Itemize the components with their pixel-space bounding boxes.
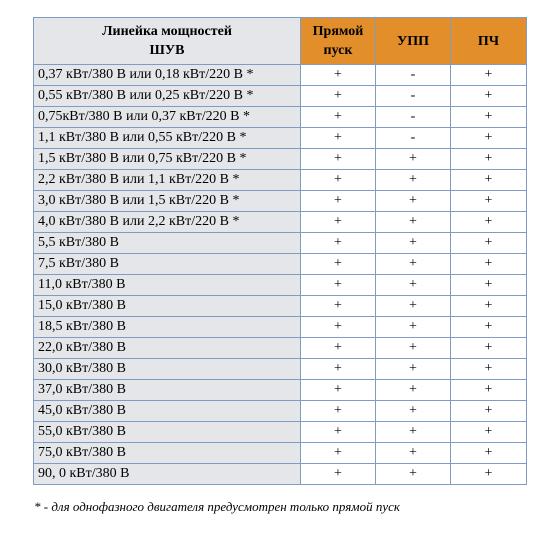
row-mark-cell: + — [376, 254, 451, 275]
row-mark-cell: + — [301, 191, 376, 212]
row-mark-cell: + — [376, 170, 451, 191]
table-row — [34, 338, 527, 359]
table-row — [34, 296, 527, 317]
row-mark-cell: + — [301, 401, 376, 422]
row-mark-cell: + — [376, 380, 451, 401]
row-mark-cell: + — [301, 422, 376, 443]
row-mark-cell: + — [451, 149, 527, 170]
row-mark-cell: + — [451, 464, 527, 485]
row-mark-cell: + — [451, 233, 527, 254]
row-mark-cell: + — [451, 275, 527, 296]
table-row — [34, 422, 527, 443]
row-mark-cell: + — [301, 65, 376, 86]
row-mark-cell: + — [451, 338, 527, 359]
table-row — [34, 464, 527, 485]
power-lineup-table — [33, 17, 527, 485]
row-mark-cell: + — [301, 149, 376, 170]
row-mark-cell: + — [301, 254, 376, 275]
row-mark-cell: + — [376, 422, 451, 443]
row-power-label: 3,0 кВт/380 В или 1,5 кВт/220 В * — [34, 191, 301, 212]
table-row — [34, 170, 527, 191]
row-mark-cell: + — [376, 359, 451, 380]
row-mark-cell: + — [376, 296, 451, 317]
row-power-label: 11,0 кВт/380 В — [34, 275, 301, 296]
table-row — [34, 128, 527, 149]
table-row — [34, 317, 527, 338]
footnote: * - для однофазного двигателя предусмотрен только прямой пуск — [34, 499, 400, 514]
header-direct-start: Прямой пуск — [301, 18, 376, 65]
row-mark-cell: - — [376, 128, 451, 149]
row-mark-cell: + — [451, 128, 527, 149]
row-mark-cell: + — [301, 107, 376, 128]
row-power-label: 2,2 кВт/380 В или 1,1 кВт/220 В * — [34, 170, 301, 191]
row-mark-cell: + — [451, 422, 527, 443]
table-row — [34, 254, 527, 275]
row-power-label: 75,0 кВт/380 В — [34, 443, 301, 464]
table-row — [34, 359, 527, 380]
row-power-label: 0,75кВт/380 В или 0,37 кВт/220 В * — [34, 107, 301, 128]
row-mark-cell: + — [301, 443, 376, 464]
row-power-label: 15,0 кВт/380 В — [34, 296, 301, 317]
row-power-label: 1,5 кВт/380 В или 0,75 кВт/220 В * — [34, 149, 301, 170]
row-mark-cell: + — [451, 254, 527, 275]
row-power-label: 7,5 кВт/380 В — [34, 254, 301, 275]
row-mark-cell: + — [301, 128, 376, 149]
row-mark-cell: + — [301, 317, 376, 338]
row-mark-cell: + — [376, 191, 451, 212]
header-power-lineup: Линейка мощностей ШУВ — [34, 18, 301, 65]
row-power-label: 30,0 кВт/380 В — [34, 359, 301, 380]
row-mark-cell: + — [301, 275, 376, 296]
table-row — [34, 65, 527, 86]
row-mark-cell: + — [451, 86, 527, 107]
table-row — [34, 149, 527, 170]
row-mark-cell: + — [376, 401, 451, 422]
row-mark-cell: + — [376, 338, 451, 359]
table-row — [34, 380, 527, 401]
row-mark-cell: + — [376, 275, 451, 296]
row-mark-cell: + — [301, 359, 376, 380]
row-mark-cell: - — [376, 107, 451, 128]
row-mark-cell: + — [451, 317, 527, 338]
row-mark-cell: + — [451, 212, 527, 233]
row-power-label: 18,5 кВт/380 В — [34, 317, 301, 338]
row-mark-cell: + — [451, 296, 527, 317]
table-body — [34, 18, 527, 485]
row-mark-cell: + — [301, 464, 376, 485]
row-mark-cell: - — [376, 65, 451, 86]
row-mark-cell: + — [301, 296, 376, 317]
row-mark-cell: + — [451, 65, 527, 86]
table-row — [34, 275, 527, 296]
row-mark-cell: + — [301, 233, 376, 254]
table-row — [34, 443, 527, 464]
table-row — [34, 107, 527, 128]
row-mark-cell: + — [451, 107, 527, 128]
row-mark-cell: + — [376, 317, 451, 338]
row-mark-cell: - — [376, 86, 451, 107]
row-mark-cell: + — [451, 191, 527, 212]
table-row — [34, 191, 527, 212]
row-mark-cell: + — [301, 380, 376, 401]
table-row — [34, 212, 527, 233]
header-upp: УПП — [376, 18, 451, 65]
row-mark-cell: + — [451, 401, 527, 422]
row-mark-cell: + — [376, 149, 451, 170]
table-row — [34, 233, 527, 254]
row-power-label: 4,0 кВт/380 В или 2,2 кВт/220 В * — [34, 212, 301, 233]
row-mark-cell: + — [451, 170, 527, 191]
row-mark-cell: + — [451, 380, 527, 401]
row-power-label: 45,0 кВт/380 В — [34, 401, 301, 422]
row-mark-cell: + — [376, 443, 451, 464]
row-mark-cell: + — [376, 464, 451, 485]
row-power-label: 55,0 кВт/380 В — [34, 422, 301, 443]
table-row — [34, 401, 527, 422]
row-power-label: 5,5 кВт/380 В — [34, 233, 301, 254]
row-power-label: 90, 0 кВт/380 В — [34, 464, 301, 485]
row-mark-cell: + — [451, 443, 527, 464]
table-header-row — [34, 18, 527, 65]
row-power-label: 37,0 кВт/380 В — [34, 380, 301, 401]
row-power-label: 0,55 кВт/380 В или 0,25 кВт/220 В * — [34, 86, 301, 107]
header-pch: ПЧ — [451, 18, 527, 65]
row-mark-cell: + — [376, 233, 451, 254]
row-power-label: 22,0 кВт/380 В — [34, 338, 301, 359]
row-power-label: 0,37 кВт/380 В или 0,18 кВт/220 В * — [34, 65, 301, 86]
row-mark-cell: + — [451, 359, 527, 380]
table-row — [34, 86, 527, 107]
row-mark-cell: + — [301, 338, 376, 359]
row-mark-cell: + — [376, 212, 451, 233]
row-power-label: 1,1 кВт/380 В или 0,55 кВт/220 В * — [34, 128, 301, 149]
row-mark-cell: + — [301, 212, 376, 233]
row-mark-cell: + — [301, 86, 376, 107]
row-mark-cell: + — [301, 170, 376, 191]
